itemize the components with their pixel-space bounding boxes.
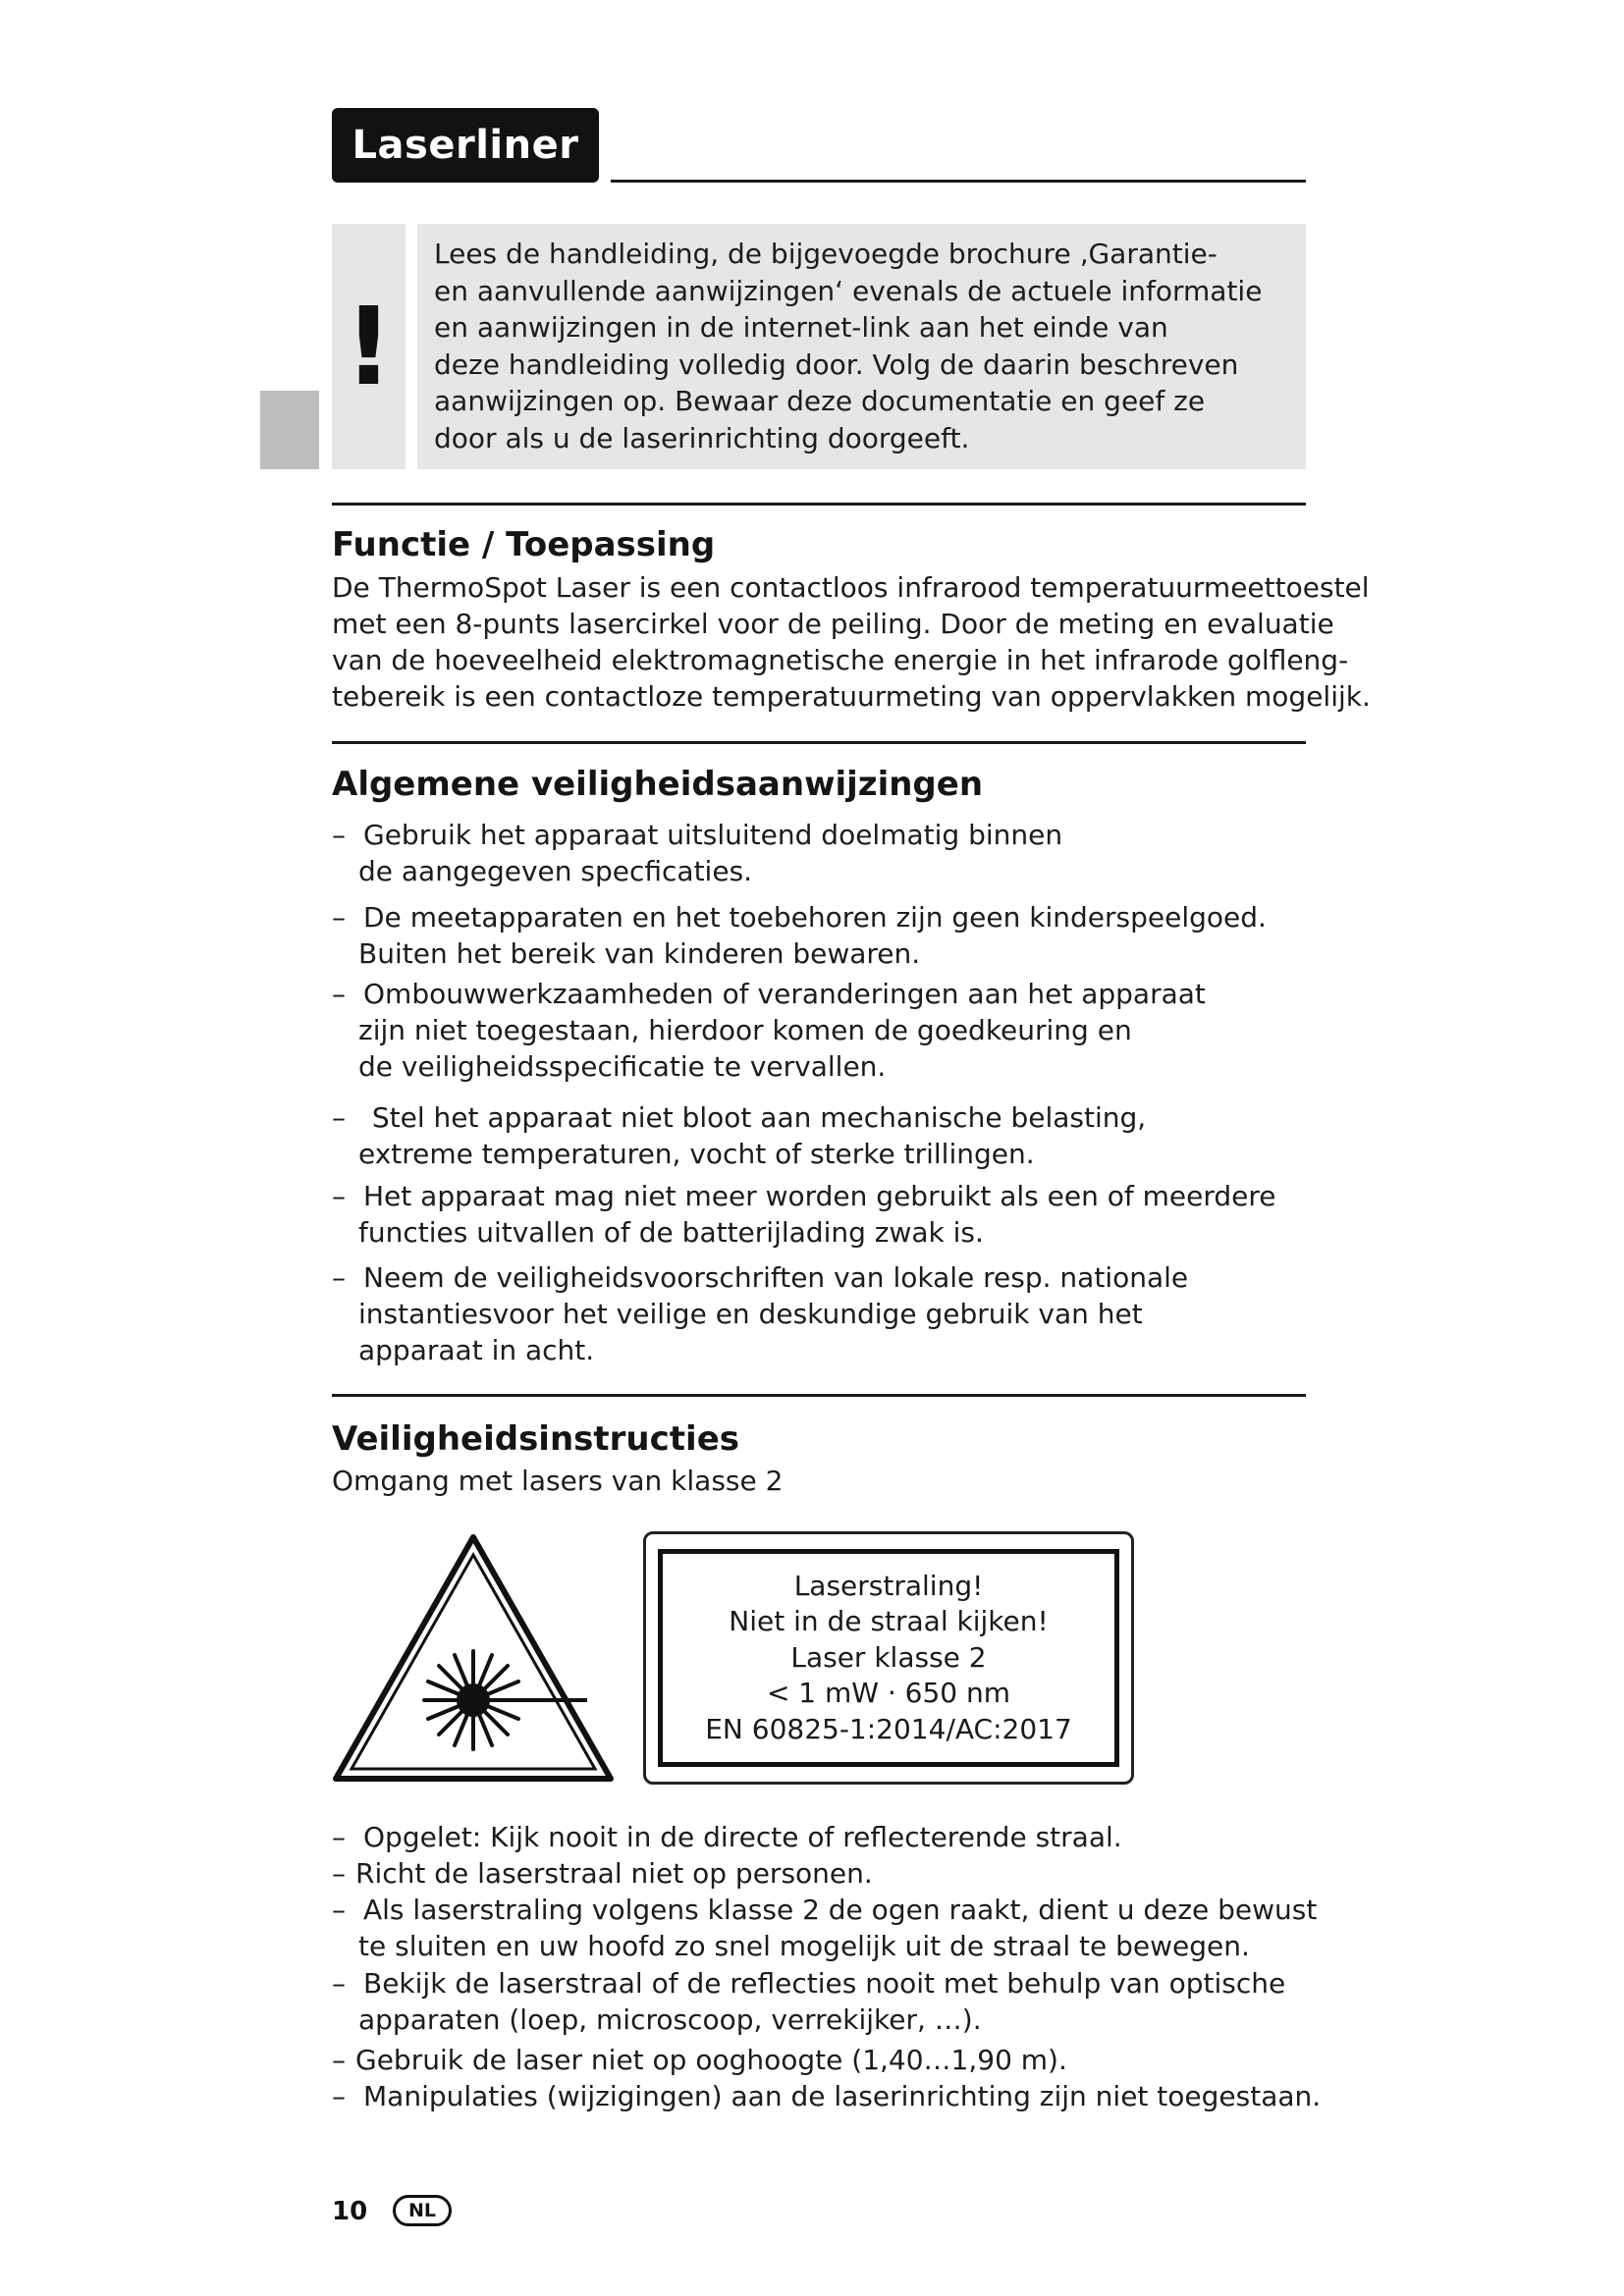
bullet-text: Richt de laserstraal niet op personen. [355,1857,873,1890]
section-divider [332,741,1306,744]
sign-line: Laser klasse 2 [790,1640,987,1674]
bullet-text: zijn niet toegestaan, hierdoor komen de goedkeuring en [358,1014,1132,1046]
bullet-text: Bekijk de laserstraal of de reflecties nooit met behulp van optische [363,1967,1286,2000]
bullet-dash: – [332,1261,346,1294]
bullet-dash: – [332,2044,346,2076]
bullet-text: te sluiten en uw hoofd zo snel mogelijk uit de straal te bewegen. [358,1930,1250,1962]
exclamation-icon: ! [344,284,394,409]
side-tab-marker [260,391,319,469]
sign-line: EN 60825-1:2014/AC:2017 [705,1712,1072,1745]
section-divider [332,503,1306,506]
list-item [332,1855,1314,1892]
bullet-dash: – [332,2080,346,2112]
bullet-text: de aangegeven specficaties. [358,855,753,887]
bullet-text: apparaten (loep, microscoop, verrekijker, …). [358,2003,982,2036]
sign-line: < 1 mW · 650 nm [766,1677,1011,1710]
bullet-dash: – [332,1821,346,1853]
list-item [332,899,1314,972]
function-paragraph [332,569,1371,715]
paragraph-line: De ThermoSpot Laser is een contactloos infrarood temperatuurmeettoestel [332,571,1370,604]
list-item [332,1178,1314,1251]
paragraph-line: van de hoeveelheid elektromagnetische energie in het infrarode golfleng- [332,644,1349,676]
bullet-text: instantiesvoor het veilige en deskundige gebruik van het [358,1298,1143,1330]
list-item [332,2042,1314,2078]
laser-class-subtitle: Omgang met lasers van klasse 2 [332,1465,784,1497]
paragraph-line: met een 8-punts lasercirkel voor de peiling. Door de meting en evaluatie [332,608,1334,640]
list-item [332,1892,1318,1964]
list-item [332,1819,1314,1855]
safety-instructions-heading: Veiligheidsinstructies [332,1419,739,1459]
list-item [332,1965,1314,2038]
list-item [332,976,1314,1085]
bullet-text: de veiligheidsspecificatie te vervallen. [358,1050,887,1083]
header-rule [611,180,1306,183]
laser-warning-triangle-icon [330,1531,617,1785]
bullet-text: extreme temperaturen, vocht of sterke trillingen. [358,1138,1035,1170]
bullet-text: Manipulaties (wijzigingen) aan de laserinrichting zijn niet toegestaan. [363,2080,1322,2112]
list-item [332,817,1314,889]
bullet-dash: – [332,819,346,851]
bullet-dash: – [332,978,346,1010]
paragraph-line: tebereik is een contactloze temperatuurmeting van oppervlakken mogelijk. [332,680,1371,713]
language-badge: NL [393,2195,452,2226]
list-item [332,1099,1314,1172]
bullet-text: Als laserstraling volgens klasse 2 de ogen raakt, dient u deze bewust [363,1894,1318,1926]
notice-line: en aanvullende aanwijzingen‘ evenals de actuele informatie [434,274,1263,307]
bullet-text: functies uitvallen of de batterijlading zwak is. [358,1216,984,1249]
list-item [332,2078,1322,2114]
bullet-text: Gebruik de laser niet op ooghoogte (1,40…1,90 m). [355,2044,1067,2076]
notice-line: door als u de laserinrichting doorgeeft. [434,421,970,454]
notice-text [434,236,1298,456]
bullet-text: De meetapparaten en het toebehoren zijn geen kinderspeelgoed. [363,901,1267,934]
sign-line: Laserstraling! [793,1569,984,1602]
bullet-text: Neem de veiligheidsvoorschriften van lokale resp. nationale [363,1261,1189,1294]
bullet-text: apparaat in acht. [358,1334,595,1366]
bullet-text: Buiten het bereik van kinderen bewaren. [358,937,921,970]
bullet-text: Stel het apparaat niet bloot aan mechanische belasting, [363,1101,1147,1134]
brand-logo: Laserliner [332,108,599,183]
notice-line: Lees de handleiding, de bijgevoegde brochure ‚Garantie- [434,238,1218,270]
general-safety-heading: Algemene veiligheidsaanwijzingen [332,765,984,804]
bullet-dash: – [332,1180,346,1212]
bullet-text: Ombouwwerkzaamheden of veranderingen aan het apparaat [363,978,1206,1010]
bullet-text: Het apparaat mag niet meer worden gebruikt als een of meerdere [363,1180,1276,1212]
notice-line: deze handleiding volledig door. Volg de daarin beschreven [434,347,1239,381]
bullet-dash: – [332,1857,346,1890]
bullet-dash: – [332,1967,346,2000]
bullet-dash: – [332,1101,346,1134]
function-heading: Functie / Toepassing [332,525,716,564]
notice-line: aanwijzingen op. Bewaar deze documentatie en geef ze [434,385,1206,417]
bullet-text: Opgelet: Kijk nooit in de directe of reflecterende straal. [363,1821,1122,1853]
laser-class-sign-text [658,1549,1119,1767]
notice-line: en aanwijzingen in de internet-link aan het einde van [434,311,1168,344]
page-number: 10 [332,2197,368,2226]
list-item [332,1259,1314,1368]
sign-line: Niet in de straal kijken! [729,1605,1049,1638]
bullet-text: Gebruik het apparaat uitsluitend doelmatig binnen [363,819,1063,851]
bullet-dash: – [332,1894,346,1926]
section-divider [332,1394,1306,1397]
bullet-dash: – [332,901,346,934]
